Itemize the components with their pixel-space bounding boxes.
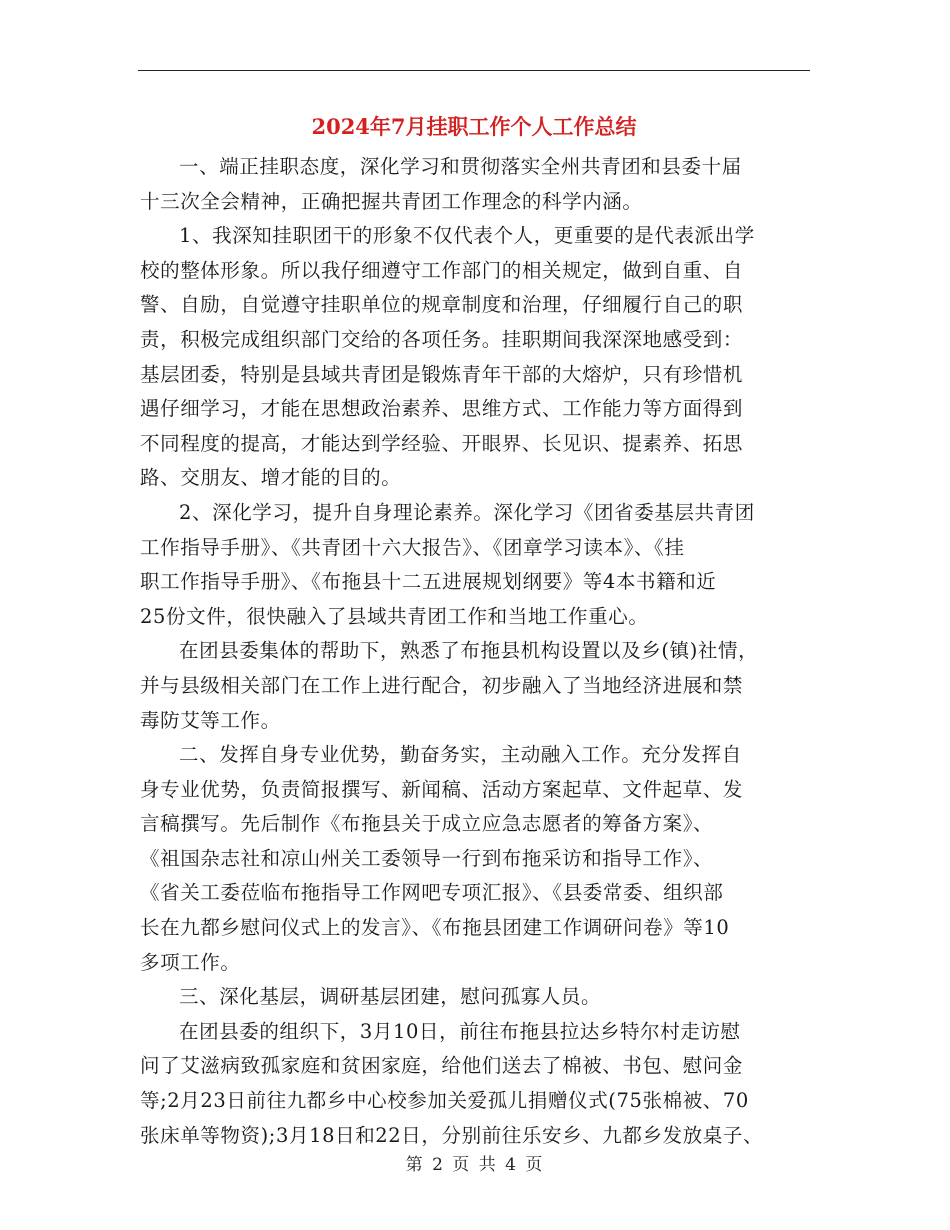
text-line: 25份文件，很快融入了县域共青团工作和当地工作重心。 xyxy=(140,604,649,628)
text-line: 工作指导手册》、《共青团十六大报告》、《团章学习读本》、《挂 xyxy=(140,535,685,559)
paragraph xyxy=(140,738,812,980)
text-line: 遇仔细学习，才能在思想政治素养、思维方式、工作能力等方面得到 xyxy=(140,397,744,421)
text-line: 不同程度的提高，才能达到学经验、开眼界、长见识、提素养、拓思 xyxy=(140,431,744,455)
text-line: 基层团委，特别是县域共青团是锻炼青年干部的大熔炉，只有珍惜机 xyxy=(140,362,744,386)
text-line: 校的整体形象。所以我仔细遵守工作部门的相关规定，做到自重、自 xyxy=(140,258,744,282)
paragraph xyxy=(140,1015,812,1153)
text-line: 毒防艾等工作。 xyxy=(140,708,281,732)
paragraph xyxy=(140,634,812,738)
text-line: 路、交朋友、增才能的目的。 xyxy=(140,466,402,490)
text-line: 责，积极完成组织部门交给的各项任务。挂职期间我深深地感受到： xyxy=(140,327,744,351)
text-line: 多项工作。 xyxy=(140,950,241,974)
paragraph xyxy=(140,496,812,634)
text-line: 《祖国杂志社和凉山州关工委领导一行到布拖采访和指导工作》、 xyxy=(140,846,714,870)
document-body xyxy=(140,150,812,1153)
text-line: 三、深化基层，调研基层团建，慰问孤寡人员。 xyxy=(179,985,602,1009)
text-line: 《省关工委莅临布拖指导工作网吧专项汇报》、《县委常委、组织部 xyxy=(140,881,724,905)
text-line: 在团县委的组织下，3月10日，前往布拖县拉达乡特尔村走访慰 xyxy=(179,1019,741,1043)
paragraph xyxy=(140,980,812,1015)
paragraph xyxy=(140,150,812,219)
text-line: 长在九都乡慰问仪式上的发言》、《布拖县团建工作调研问卷》等10 xyxy=(140,916,730,940)
text-line: 一、端正挂职态度，深化学习和贯彻落实全州共青团和县委十届 xyxy=(179,155,742,178)
text-line: 二、发挥自身专业优势，勤奋务实，主动融入工作。充分发挥自 xyxy=(179,743,742,767)
text-line: 问了艾滋病致孤家庭和贫困家庭，给他们送去了棉被、书包、慰问金 xyxy=(140,1054,744,1078)
page-number: 第 2 页 共 4 页 xyxy=(405,1155,545,1175)
text-line: 在团县委集体的帮助下，熟悉了布拖县机构设置以及乡(镇)社情， xyxy=(179,639,759,663)
text-line: 十三次全会精神，正确把握共青团工作理念的科学内涵。 xyxy=(140,189,643,213)
document-title: 2024年7月挂职工作个人工作总结 xyxy=(311,114,637,139)
text-line: 身专业优势，负责简报撰写、新闻稿、活动方案起草、文件起草、发 xyxy=(140,777,744,801)
text-line: 警、自励，自觉遵守挂职单位的规章制度和治理，仔细履行自己的职 xyxy=(140,293,744,317)
header-rule xyxy=(138,70,810,71)
text-line: 等;2月23日前往九都乡中心校参加关爱孤儿捐赠仪式(75张棉被、70 xyxy=(140,1089,749,1113)
text-line: 2、深化学习，提升自身理论素养。深化学习《团省委基层共青团 xyxy=(179,500,755,524)
text-line: 1、我深知挂职团干的形象不仅代表个人，更重要的是代表派出学 xyxy=(179,224,755,248)
text-line: 并与县级相关部门在工作上进行配合，初步融入了当地经济进展和禁 xyxy=(140,673,744,697)
paragraph xyxy=(140,219,812,496)
text-line: 张床单等物资);3月18日和22日，分别前往乐安乡、九都乡发放桌子、 xyxy=(140,1123,764,1147)
text-line: 职工作指导手册》、《布拖县十二五进展规划纲要》等4本书籍和近 xyxy=(140,570,717,594)
text-line: 言稿撰写。先后制作《布拖县关于成立应急志愿者的筹备方案》、 xyxy=(140,812,714,836)
